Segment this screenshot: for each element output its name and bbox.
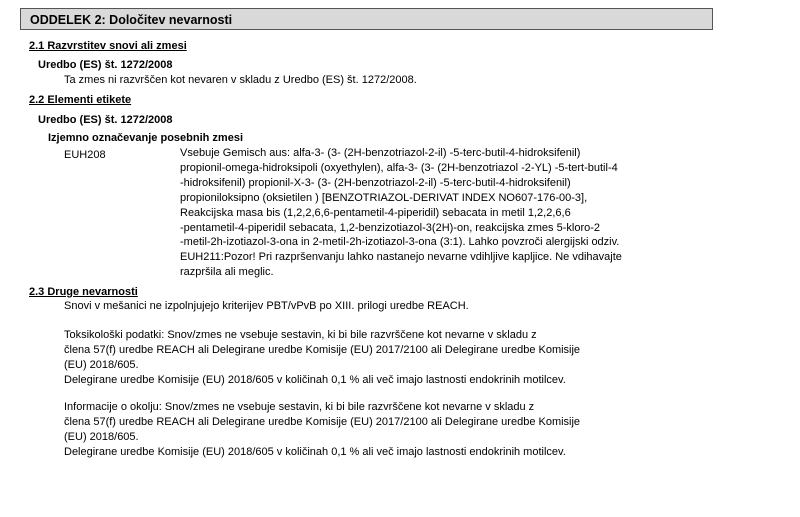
hazard-statement — [180, 146, 622, 280]
regulation-2-1: Uredbo (ES) št. 1272/2008 — [38, 59, 173, 71]
env-line: Informacije o okolju: Snov/zmes ne vsebuje sestavin, ki bi bile razvrščene kot nevarne v skladu z — [64, 401, 535, 413]
classification-text: Ta zmes ni razvrščen kot nevaren v skladu z Uredbo (ES) št. 1272/2008. — [64, 74, 417, 86]
hazard-code: EUH208 — [64, 149, 106, 161]
toxicology-paragraph — [64, 328, 580, 388]
statement-line: propioniloksipno (oksietilen ) [BENZOTRIAZOL-DERIVAT INDEX NO607-176-00-3], — [180, 191, 588, 204]
pbt-statement: Snovi v mešanici ne izpolnjujejo kriterijev PBT/vPvB po XIII. prilogi uredbe REACH. — [64, 300, 469, 312]
tox-line: (EU) 2018/605. — [64, 358, 139, 371]
heading-2-3: 2.3 Druge nevarnosti — [29, 286, 138, 298]
tox-line: člena 57(f) uredbe REACH ali Delegirane uredbe Komisije (EU) 2017/2100 ali Delegirane uredbe Komisije — [64, 343, 581, 356]
env-line: člena 57(f) uredbe REACH ali Delegirane uredbe Komisije (EU) 2017/2100 ali Delegirane uredbe Komisije — [64, 415, 581, 428]
statement-line: Vsebuje Gemisch aus: alfa-3- (3- (2H-benzotriazol-2-il) -5-terc-butil-4-hidroksifenil) — [180, 147, 581, 159]
env-line: Delegirane uredbe Komisije (EU) 2018/605 v količinah 0,1 % ali več imajo lastnosti endokrinih motilcev. — [64, 445, 566, 458]
statement-line: -hidroksifenil) propionil-X-3- (3- (2H-benzotriazol-2-il) -5-terc-butil-4-hidroksifenil) — [180, 176, 571, 189]
section-title: ODDELEK 2: Določitev nevarnosti — [20, 8, 713, 30]
env-line: (EU) 2018/605. — [64, 430, 139, 443]
statement-line: -metil-2h-izotiazol-3-ona in 2-metil-2h-izotiazol-3-ona (3:1). Lahko povzroči alergijski odziv. — [180, 236, 620, 249]
statement-line: propionil-omega-hidroksipoli (oxyethylen), alfa-3- (3- (2H-benzotriazol -2-YL) -5-tert-butil-4 — [180, 161, 618, 174]
tox-line: Delegirane uredbe Komisije (EU) 2018/605 v količinah 0,1 % ali več imajo lastnosti endokrinih motilcev. — [64, 373, 566, 386]
heading-2-1: 2.1 Razvrstitev snovi ali zmesi — [29, 40, 187, 52]
regulation-2-2: Uredbo (ES) št. 1272/2008 — [38, 114, 173, 126]
special-label: Izjemno označevanje posebnih zmesi — [48, 132, 243, 144]
statement-line: -pentametil-4-piperidil sebacata, 1,2-benzizotiazol-3(2H)-on, reakcijska zmes 5-kloro-2 — [180, 221, 601, 234]
environment-paragraph — [64, 400, 580, 460]
heading-2-2: 2.2 Elementi etikete — [29, 94, 132, 106]
statement-line: Reakcijska masa bis (1,2,2,6,6-pentametil-4-piperidil) sebacata in metil 1,2,2,6,6 — [180, 206, 571, 219]
statement-line: EUH211:Pozor! Pri razpršenvanju lahko nastanejo nevarne vdihljive kapljice. Ne vdihavajte — [180, 251, 622, 264]
statement-line: razpršila ali meglic. — [180, 266, 274, 279]
tox-line: Toksikološki podatki: Snov/zmes ne vsebuje sestavin, ki bi bile razvrščene kot nevarne v skladu z — [64, 329, 537, 341]
